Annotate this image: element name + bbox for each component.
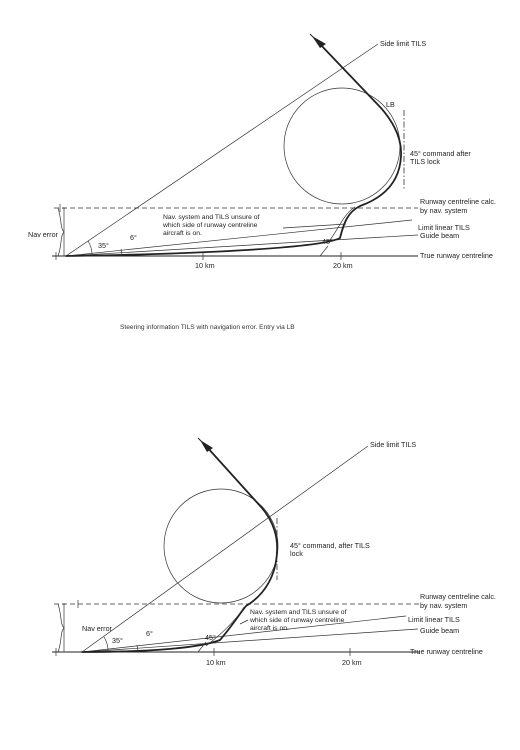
top-limit-linear-label: Limit linear TILS [418,223,470,232]
top-nav-error-label: Nav error [28,230,58,239]
bottom-tick-10km: 10 km [206,658,226,667]
top-command-label-2: TILS lock [410,157,440,166]
bottom-calc-centreline-label-2: by nav. system [420,601,468,610]
top-command-label-1: 45° command after [410,149,471,158]
top-tick-10km: 10 km [195,261,215,270]
bottom-tick-20km: 20 km [342,658,362,667]
top-calc-centreline-label-2: by nav. system [420,206,468,215]
bottom-calc-centreline-label-1: Runway centreline calc. [420,592,496,601]
top-angle-6-label: 6° [130,233,137,242]
bottom-limit-linear-label: Limit linear TILS [408,615,460,624]
top-unsure-label-2: which side of runway centreline [163,222,258,229]
bottom-angle-35-label: 35° [112,636,123,645]
top-lb-label: LB [386,100,395,109]
bottom-command-label-2: lock [290,549,303,558]
bottom-unsure-label-1: Nav. system and TILS unsure of [250,609,347,616]
bottom-limit-linear-line [82,616,406,652]
top-turn-circle [284,88,400,204]
top-tick-20km: 20 km [333,261,353,270]
top-unsure-label-1: Nav. system and TILS unsure of [163,214,260,221]
bottom-nav-error-label: Nav error [82,624,112,633]
top-calc-centreline-label-1: Runway centreline calc. [420,197,496,206]
bottom-unsure-label-3: aircraft is on. [250,625,289,632]
top-guide-beam-label: Guide beam [420,231,460,240]
figure-caption: Steering information TILS with navigation error. Entry via LB [120,324,295,331]
bottom-nav-error-brace [58,604,64,652]
top-unsure-label-3: aircraft is on. [163,230,202,237]
bottom-true-runway-label: True runway centreline [410,647,483,656]
top-guide-beam-line [66,235,418,256]
top-true-runway-label: True runway centreline [420,251,493,260]
bottom-angle-45-label: 45° [205,633,216,642]
top-diagram [28,34,496,270]
bottom-command-label-1: 45° command, after TILS [290,541,370,550]
bottom-aircraft-path [82,446,277,652]
bottom-diagram [52,438,496,667]
bottom-unsure-label-2: which side of runway centreline [250,617,345,624]
bottom-angle-6-label: 6° [146,629,153,638]
bottom-guide-beam-line [82,629,418,652]
bottom-guide-beam-label: Guide beam [420,626,460,635]
top-nav-error-brace [58,208,64,256]
top-angle-45-label: 45° [322,237,333,246]
bottom-side-limit-label: Side limit TILS [370,440,417,449]
top-angle-35-label: 35° [98,241,109,250]
top-side-limit-label: Side limit TILS [380,39,427,48]
